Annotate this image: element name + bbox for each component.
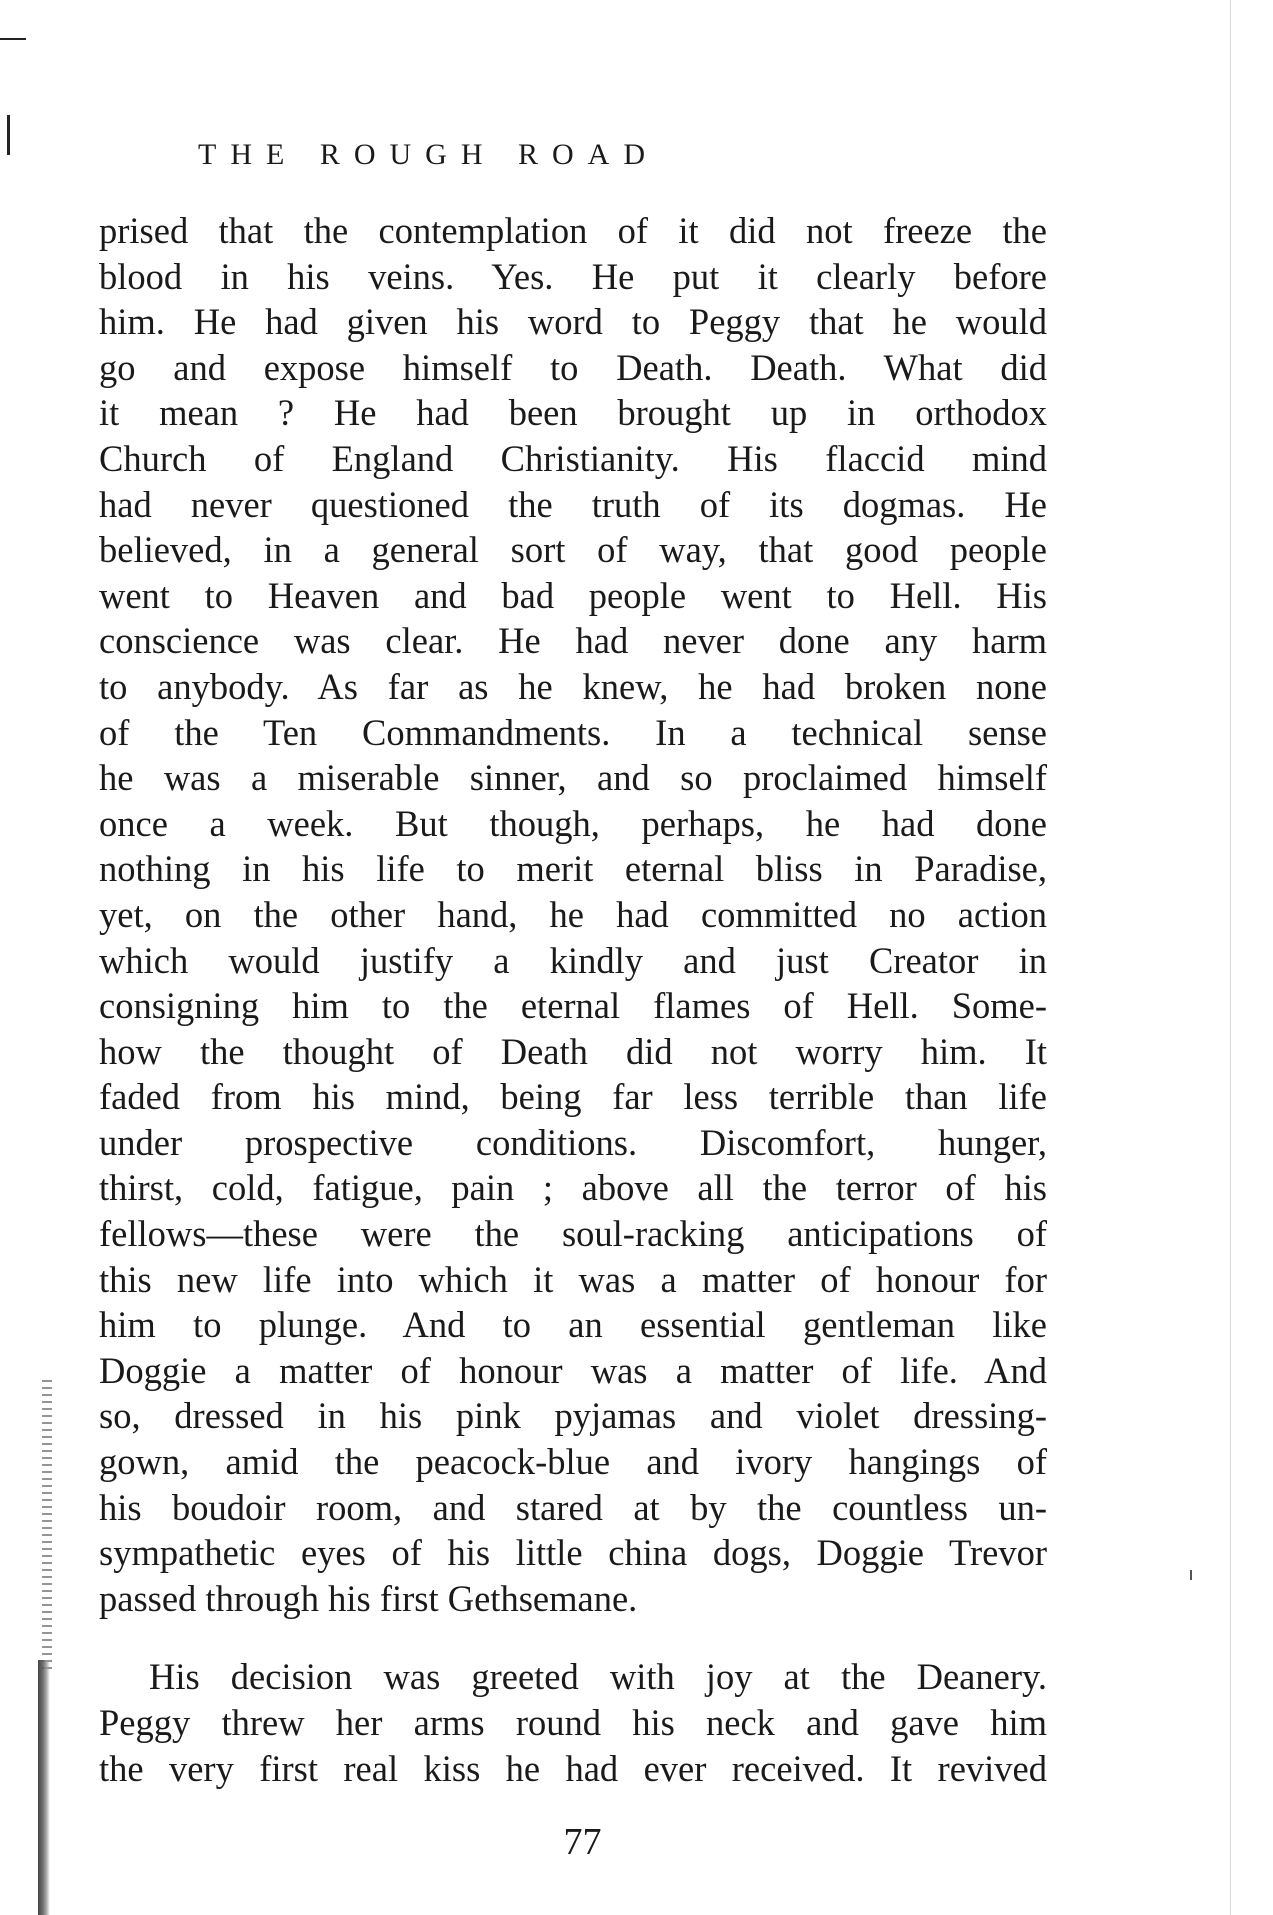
binding-shadow (42, 1380, 52, 1670)
text-line: believed, in a general sort of way, that good people (99, 529, 1047, 571)
text-line: faded from his mind, being far less terrible than life (99, 1076, 1047, 1118)
text-line: blood in his veins. Yes. He put it clearly before (99, 255, 1047, 297)
text-line: sympathetic eyes of his little china dogs, Doggie Trevor (99, 1532, 1047, 1574)
text-line: passed through his first Gethsemane. (99, 1577, 638, 1619)
paragraph (99, 208, 1047, 1621)
text-line: of the Ten Commandments. In a technical sense (99, 711, 1047, 753)
text-line: conscience was clear. He had never done any harm (99, 620, 1047, 662)
text-line: His decision was greeted with joy at the Deanery. (149, 1656, 1047, 1698)
text-line: nothing in his life to merit eternal bliss in Paradise, (99, 848, 1047, 890)
text-line: go and expose himself to Death. Death. What did (99, 346, 1047, 388)
text-line: it mean ? He had been brought up in orthodox (99, 392, 1047, 434)
scan-speck (1190, 1570, 1192, 1580)
text-line: him. He had given his word to Peggy that he would (99, 301, 1047, 343)
text-line: Doggie a matter of honour was a matter of life. And (99, 1349, 1047, 1391)
text-line: under prospective conditions. Discomfort, hunger, (99, 1121, 1047, 1163)
text-line: so, dressed in his pink pyjamas and violet dressing- (99, 1395, 1047, 1437)
text-line: prised that the contemplation of it did not freeze the (99, 210, 1047, 251)
text-line: yet, on the other hand, he had committed no action (99, 893, 1047, 935)
text-line: Peggy threw her arms round his neck and gave him (99, 1702, 1047, 1743)
scan-edge-mark (0, 38, 26, 40)
page-edge (1230, 0, 1231, 1915)
text-line: went to Heaven and bad people went to Hell. His (99, 574, 1047, 616)
text-line: him to plunge. And to an essential gentleman like (99, 1304, 1047, 1346)
text-line: once a week. But though, perhaps, he had done (99, 802, 1047, 844)
text-line: how the thought of Death did not worry him. It (99, 1030, 1047, 1072)
paragraph (99, 1654, 1047, 1791)
running-head: THE ROUGH ROAD (198, 138, 659, 171)
text-line: gown, amid the peacock-blue and ivory hangings of (99, 1441, 1047, 1483)
text-line: fellows—these were the soul-racking anticipations of (99, 1213, 1047, 1255)
text-line: this new life into which it was a matter of honour for (99, 1258, 1047, 1300)
text-line: consigning him to the eternal flames of Hell. Some- (99, 985, 1047, 1027)
text-line: his boudoir room, and stared at by the countless un- (99, 1486, 1047, 1528)
text-line: thirst, cold, fatigue, pain ; above all the terror of his (99, 1167, 1047, 1209)
text-line: which would justify a kindly and just Creator in (99, 939, 1047, 981)
body-text (99, 208, 1047, 1791)
text-line: to anybody. As far as he knew, he had broken none (99, 665, 1047, 707)
text-line: the very first real kiss he had ever received. It revived (99, 1747, 1047, 1789)
text-line: had never questioned the truth of its dogmas. He (99, 483, 1047, 525)
text-line: he was a miserable sinner, and so proclaimed himself (99, 757, 1047, 799)
text-line: Church of England Christianity. His flaccid mind (99, 437, 1047, 479)
binding-shadow (38, 1660, 50, 1915)
paragraph-break (99, 1621, 1047, 1654)
page-number: 77 (563, 1821, 602, 1863)
